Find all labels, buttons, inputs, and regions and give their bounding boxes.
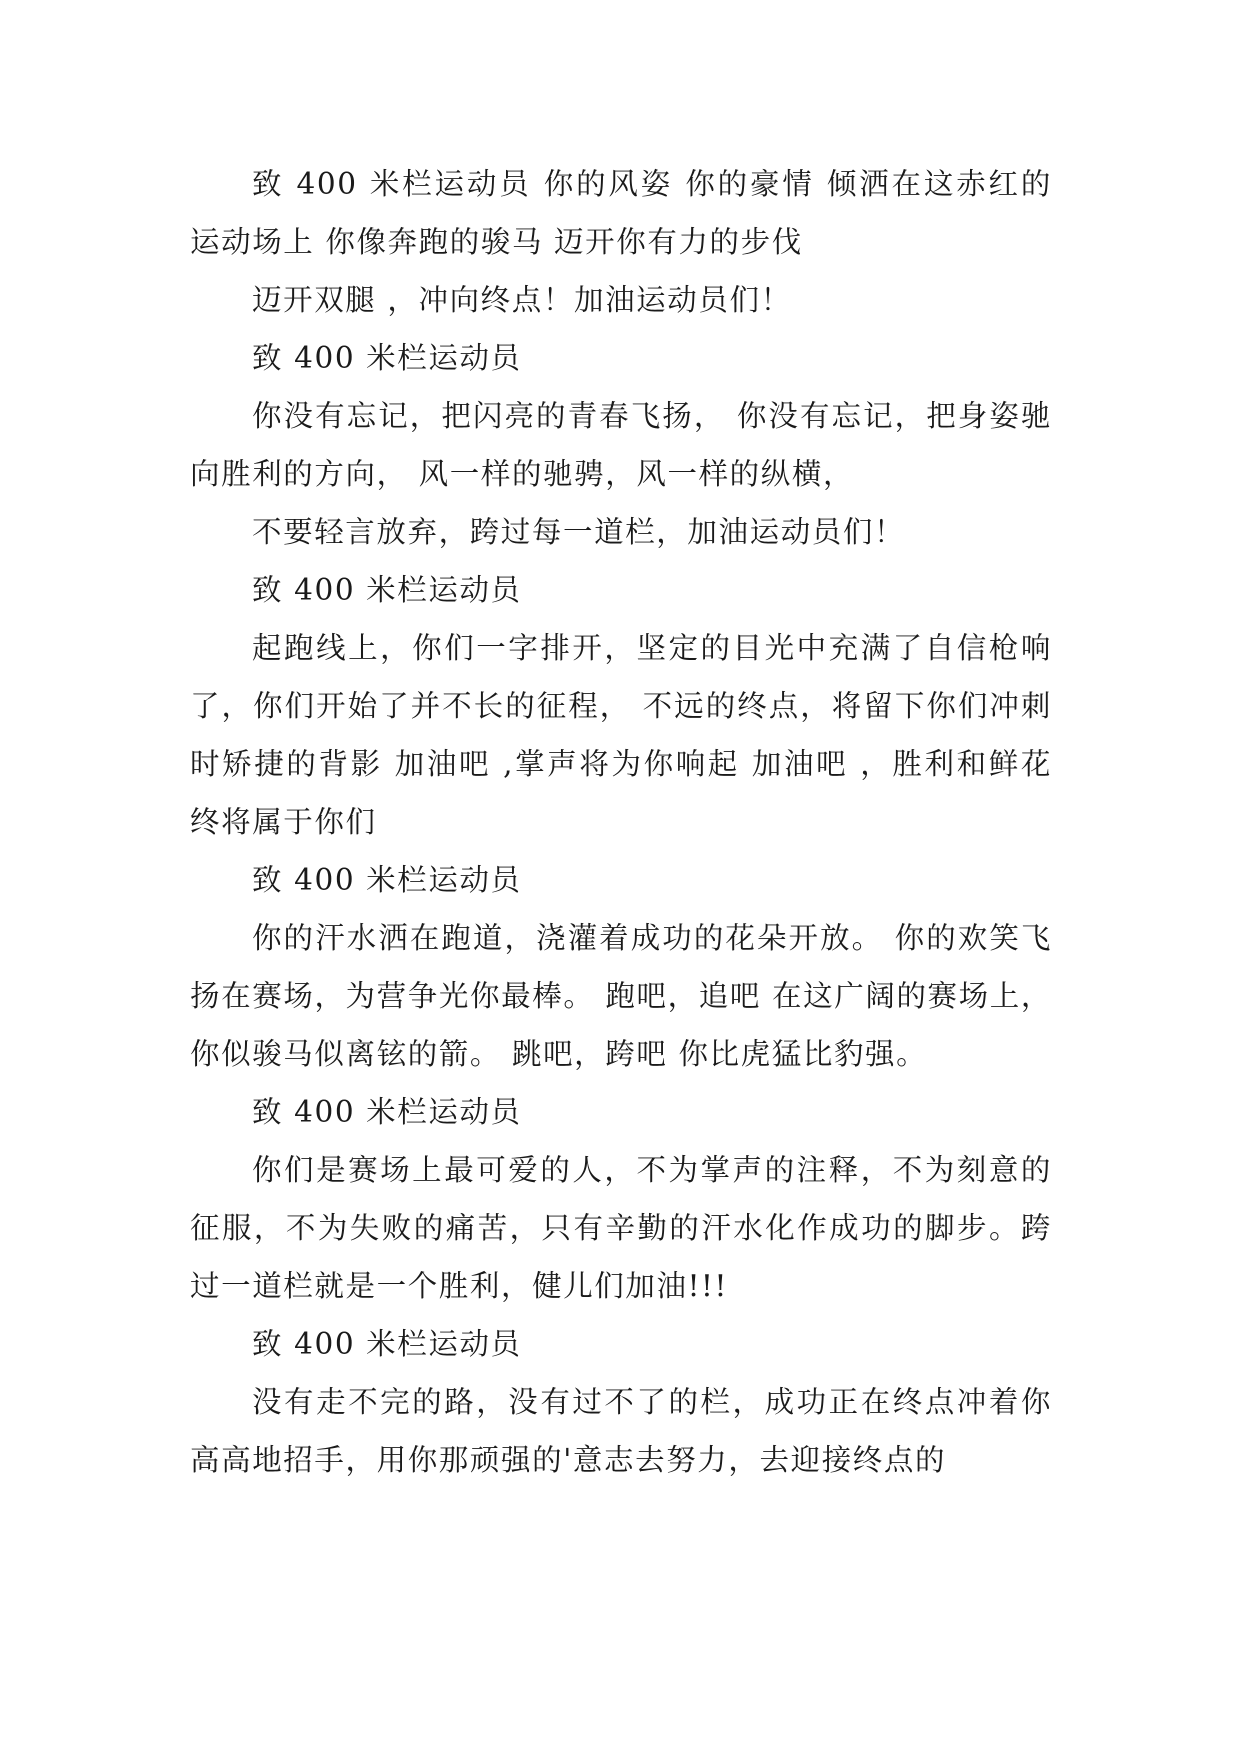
paragraph: 没有走不完的路，没有过不了的栏，成功正在终点冲着你高高地招手，用你那顽强的'意志去努力，去迎接终点的 bbox=[190, 1385, 1052, 1477]
document-body bbox=[190, 155, 1052, 1489]
paragraph: 起跑线上，你们一字排开，坚定的目光中充满了自信枪响了，你们开始了并不长的征程， 不远的终点，将留下你们冲刺时矫捷的背影 加油吧 ,掌声将为你响起 加油吧 ，胜利和鲜花终将属于你们 bbox=[190, 631, 1052, 839]
section-heading: 致 400 米栏运动员 bbox=[252, 341, 522, 375]
paragraph: 你没有忘记，把闪亮的青春飞扬， 你没有忘记，把身姿驰向胜利的方向， 风一样的驰骋，风一样的纵横， bbox=[190, 399, 1052, 491]
section-heading: 致 400 米栏运动员 bbox=[252, 1327, 522, 1361]
paragraph: 你的汗水洒在跑道，浇灌着成功的花朵开放。 你的欢笑飞扬在赛场，为营争光你最棒。 跑吧，追吧 在这广阔的赛场上， 你似骏马似离铉的箭。 跳吧，跨吧 你比虎猛比豹强。 bbox=[190, 921, 1052, 1071]
paragraph: 迈开双腿 ，冲向终点！加油运动员们！ bbox=[252, 283, 792, 317]
paragraph: 致 400 米栏运动员 你的风姿 你的豪情 倾洒在这赤红的运动场上 你像奔跑的骏马 迈开你有力的步伐 bbox=[190, 167, 1052, 259]
paragraph: 不要轻言放弃，跨过每一道栏，加油运动员们！ bbox=[252, 515, 906, 549]
section-heading: 致 400 米栏运动员 bbox=[252, 1095, 522, 1129]
paragraph: 你们是赛场上最可爱的人，不为掌声的注释，不为刻意的征服，不为失败的痛苦，只有辛勤的汗水化作成功的脚步。跨过一道栏就是一个胜利，健儿们加油!!! bbox=[190, 1153, 1052, 1303]
section-heading: 致 400 米栏运动员 bbox=[252, 863, 522, 897]
section-heading: 致 400 米栏运动员 bbox=[252, 573, 522, 607]
